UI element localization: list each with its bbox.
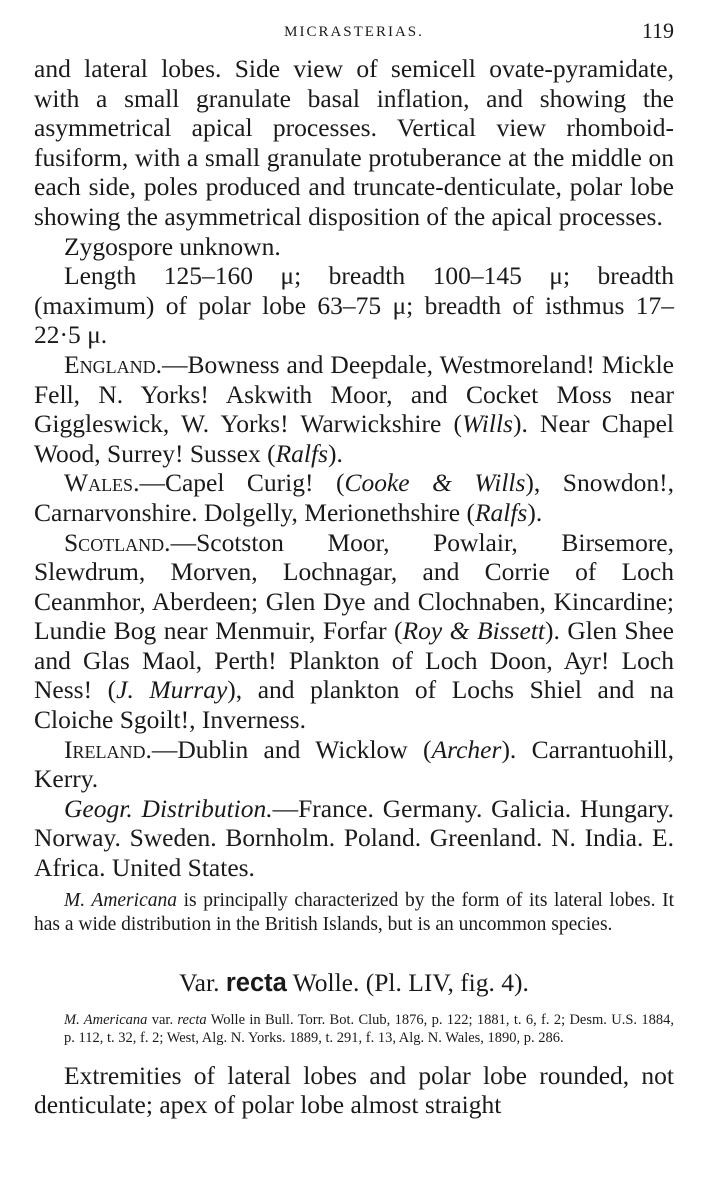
wales-label: Wales. (64, 468, 140, 498)
syn-var: var. (147, 1011, 178, 1028)
england-collector-wills: Wills (461, 409, 513, 439)
variety-heading (34, 967, 674, 999)
england-label: England. (64, 349, 162, 379)
syn-text: Wolle in Bull. Torr. Bot. Club, 1876, p. 122; 1881, t. 6, f. 2; Desm. U.S. 1884, p. 112, t. 32, f. 2; West, Alg. N. Yorks. 1889, t. 291, f. 13, Alg. N. Wales, 1890, p. 286. (64, 1011, 674, 1046)
england-text-b: ). Near Chapel Wood, Surrey! Sussex ( (34, 409, 674, 468)
distribution-wales (34, 468, 674, 527)
running-title: MICRASTERIAS. (284, 24, 424, 40)
scotland-text-a: —Scotston Moor, Powlair, Birsemore, Slewdrum, Morven, Lochnagar, and Corrie of Loch Ceanmhor, Aberdeen; Glen Dye and Clochnaben, Kincardine; Lundie Bog near Menmuir, Forfar ( (34, 527, 674, 646)
syn-species: M. Americana (64, 1011, 148, 1028)
description-continuation: and lateral lobes. Side view of semicell ovate-pyramidate, with a small granulate basal inflation, and showing the asymmetrical apical processes. Vertical view rhomboid-fusiform, with a small granulate protuberance at the middle on each side, poles produced and truncate-denticulate, polar lobe showing the asymmetrical disposition of the apical processes. (34, 54, 674, 231)
geogr-label: Geogr. Distribution. (64, 793, 273, 823)
running-head (34, 18, 674, 54)
page-number: 119 (641, 18, 674, 43)
scotland-collector-murray: J. Murray (116, 675, 228, 705)
geogr-text: —France. Germany. Galicia. Hungary. Norway. Sweden. Bornholm. Poland. Greenland. N. India. E. Africa. United States. (34, 793, 674, 883)
distribution-ireland (34, 735, 674, 794)
geographic-distribution (34, 794, 674, 883)
wales-text-b: ), Snowdon!, Carnarvonshire. Dolgelly, Merionethshire ( (34, 468, 674, 527)
species-note (34, 889, 674, 937)
variety-name: recta (225, 968, 287, 997)
scotland-text-b: ). Glen Shee and Glas Maol, Perth! Plankton of Loch Doon, Ayr! Loch Ness! ( (34, 616, 674, 705)
distribution-scotland (34, 528, 674, 735)
ireland-collector-archer: Archer (431, 734, 502, 764)
scotland-label: Scotland. (64, 527, 171, 557)
distribution-england (34, 350, 674, 468)
wales-text-a: —Capel Curig! ( (139, 468, 345, 498)
scotland-collector-roy-bissett: Roy & Bissett (402, 616, 546, 646)
wales-collector-cooke-wills: Cooke & Wills (344, 468, 526, 498)
note-species: M. Americana (64, 889, 177, 911)
england-text-c: ). (328, 438, 343, 468)
ireland-text-b: ). Carrantuohill, Kerry. (34, 734, 674, 794)
variety-prefix: Var. (179, 967, 226, 997)
ireland-label: Ireland. (64, 734, 152, 764)
dimensions: Length 125–160 μ; breadth 100–145 μ; breadth (maximum) of polar lobe 63–75 μ; breadth of isthmus 17–22·5 μ. (34, 261, 674, 350)
wales-collector-ralfs: Ralfs (474, 497, 528, 527)
wales-text-c: ). (527, 497, 543, 527)
syn-recta: recta (177, 1011, 207, 1028)
zygospore-note: Zygospore unknown. (64, 231, 281, 261)
variety-synonymy (34, 1011, 674, 1047)
ireland-text-a: —Dublin and Wicklow ( (151, 734, 432, 764)
variety-description: Extremities of lateral lobes and polar lobe rounded, not denticulate; apex of polar lobe almost straight (34, 1060, 674, 1120)
england-collector-ralfs: Ralfs (275, 438, 329, 468)
england-text-a: —Bowness and Deepdale, Westmoreland! Mickle Fell, N. Yorks! Askwith Moor, and Cocket Moss near Giggleswick, W. Yorks! Warwickshire ( (34, 349, 674, 439)
note-text: is principally characterized by the form of its lateral lobes. It has a wide distribution in the British Islands, but is an uncommon species. (34, 889, 675, 935)
scotland-text-c: ), and plankton of Lochs Shiel and na Cloiche Sgoilt!, Inverness. (34, 675, 674, 735)
book-page (34, 18, 674, 1120)
variety-author-plate: Wolle. (Pl. LIV, fig. 4). (286, 967, 529, 997)
